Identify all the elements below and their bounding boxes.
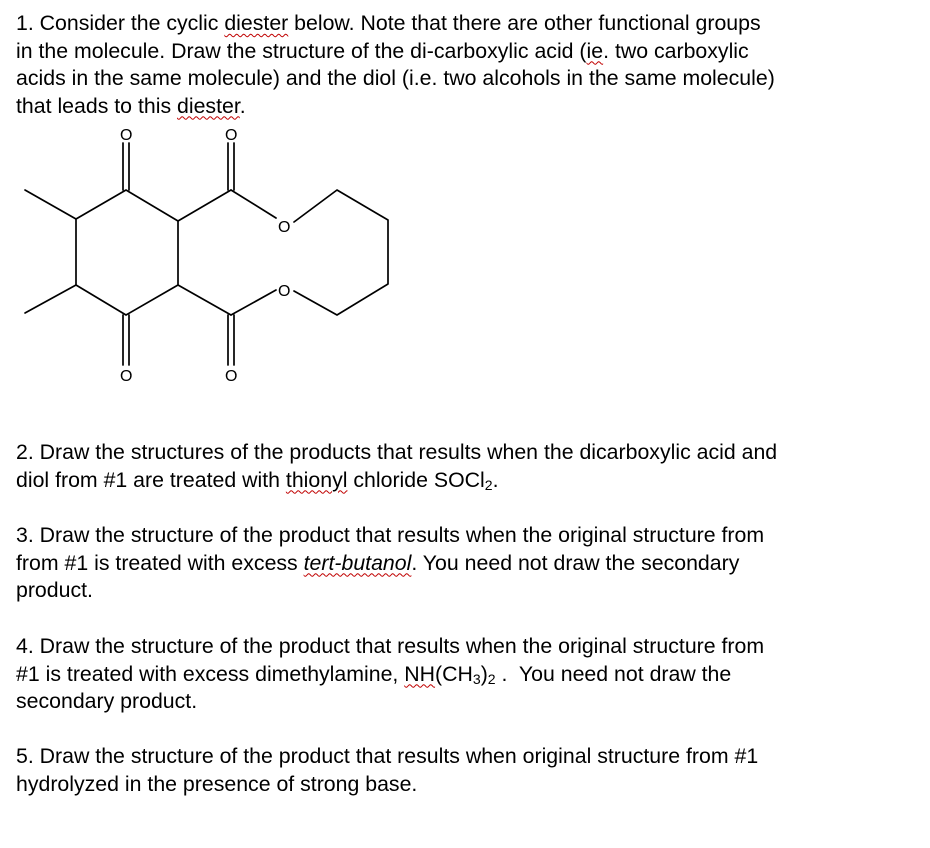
- question-5: [16, 743, 916, 798]
- question-4-line-3: secondary product.: [16, 689, 198, 713]
- q4-text: (CH: [435, 661, 473, 686]
- q1-flagged-word: ie: [586, 38, 604, 63]
- question-1-line-1: [16, 10, 916, 38]
- q1-text: .: [239, 93, 246, 118]
- q1-text: . two carboxylic: [603, 38, 749, 63]
- question-1-line-3: acids in the same molecule) and the diol (i.e. two alcohols in the same molecule): [16, 66, 775, 90]
- q4-text: . You need not draw the: [495, 661, 732, 686]
- question-2-line-1: 2. Draw the structures of the products that results when the dicarboxylic acid and: [16, 440, 778, 464]
- q4-text: #1 is treated with excess dimethylamine,: [16, 661, 405, 686]
- cyclohexane-ring: [76, 190, 178, 315]
- question-1-line-4: [16, 93, 916, 121]
- q1-text: in the molecule. Draw the structure of the di-carboxylic acid (: [16, 38, 587, 63]
- q3-text: from #1 is treated with excess: [16, 550, 304, 575]
- methyl-bond-top: [25, 190, 76, 219]
- question-2: [16, 439, 916, 494]
- question-3-line-1: 3. Draw the structure of the product that results when the original structure from: [16, 523, 765, 547]
- q4-subscript: 2: [487, 670, 496, 687]
- question-2-line-2: [16, 467, 916, 495]
- upper-ester-bond: [178, 190, 231, 221]
- lower-ester-o-bond: [231, 290, 276, 315]
- atom-label-oxygen: O: [278, 219, 291, 236]
- q1-text: that leads to this: [16, 93, 178, 118]
- q1-flagged-word: diester: [177, 93, 240, 118]
- q2-subscript: 2: [484, 476, 493, 493]
- atom-label-oxygen: O: [278, 283, 291, 300]
- atom-label-oxygen: O: [120, 127, 133, 144]
- question-4-line-2: [16, 661, 916, 689]
- methyl-bond-bottom: [25, 285, 76, 313]
- q1-flagged-word: diester: [224, 11, 289, 35]
- question-3: [16, 522, 916, 605]
- atom-label-oxygen: O: [225, 127, 238, 144]
- q4-flagged-word: NH: [404, 661, 436, 686]
- upper-ester-o-bond: [231, 190, 276, 218]
- atom-label-oxygen: O: [225, 368, 238, 385]
- question-3-line-2: [16, 550, 916, 578]
- q3-text: . You need not draw the secondary: [411, 550, 740, 575]
- question-4: [16, 633, 916, 716]
- q1-text: 1. Consider the cyclic: [16, 11, 225, 35]
- q3-flagged-word: tert-butanol: [303, 550, 412, 575]
- question-5-line-2: hydrolyzed in the presence of strong base.: [16, 771, 418, 796]
- q2-flagged-word: thionyl: [285, 467, 348, 492]
- question-1: [16, 10, 916, 120]
- propylene-chain: [294, 190, 388, 315]
- question-4-line-1: 4. Draw the structure of the product that results when the original structure from: [16, 634, 765, 658]
- lower-ester-bond: [178, 285, 231, 315]
- q4-subscript: 3: [472, 670, 481, 687]
- q2-text: diol from #1 are treated with: [16, 467, 286, 492]
- q1-text: below. Note that there are other functional groups: [288, 11, 761, 35]
- atom-label-oxygen: O: [120, 368, 133, 385]
- q4-text: ): [480, 661, 488, 686]
- question-3-line-3: product.: [16, 578, 93, 602]
- q2-text: chloride SOCl: [347, 467, 485, 492]
- question-1-line-2: [16, 38, 916, 66]
- question-5-line-1: 5. Draw the structure of the product that results when original structure from #1: [16, 744, 759, 768]
- q2-text: .: [492, 467, 499, 492]
